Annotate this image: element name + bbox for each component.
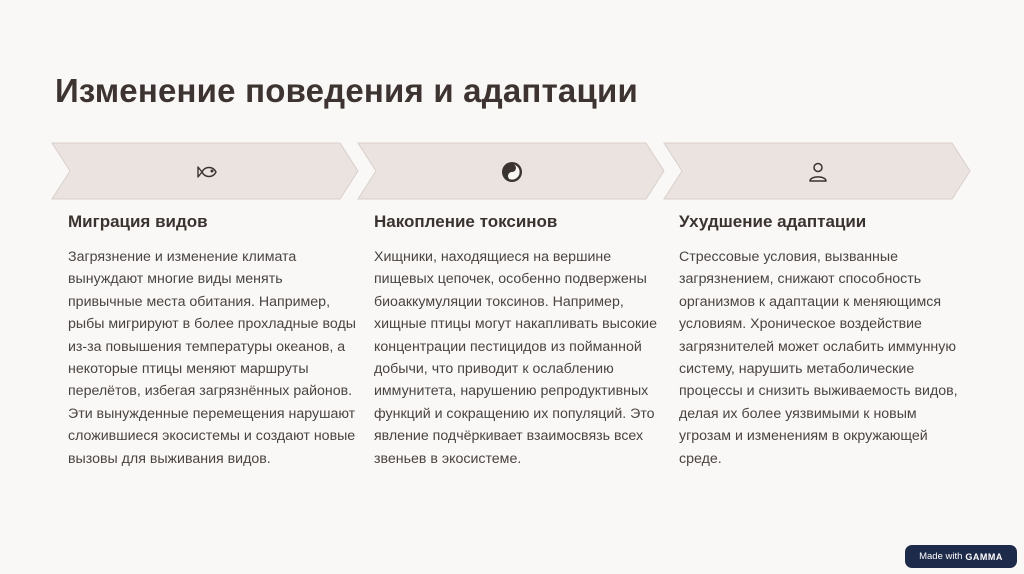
column-heading: Ухудшение адаптации (679, 212, 867, 231)
made-with-gamma-badge[interactable] (905, 545, 1017, 568)
person-icon (806, 160, 830, 184)
column-text: Стрессовые условия, вызванные загрязнением, снижают способность организмов к адаптации к меняющимся условиям. Хроническое воздействие загрязнителей может ослабить иммунную систему, нарушить метаболические процессы и снизить выживаемость видов, делая их более уязвимыми к новым угрозам и изменениям в окружающей среде. (679, 249, 958, 467)
fish-icon (194, 160, 218, 184)
column-text: Загрязнение и изменение климата вынуждают многие виды менять привычные места обитания. Например, рыбы мигрируют в более прохладные воды из-за повышения температуры океанов, а некоторые птицы меняют маршруты перелётов, избегая загрязнённых районов. Эти вынужденные перемещения нарушают сложившиеся экосистемы и создают новые вызовы для выживания видов. (68, 249, 356, 467)
column-text: Хищники, находящиеся на вершине пищевых цепочек, особенно подвержены биоаккумуляции токсинов. Например, хищные птицы могут накапливать высокие концентрации пестицидов из пойманной добычи, что приводит к ослаблению иммунитета, нарушению репродуктивных функций и сокращению их популяций. Это явление подчёркивает взаимосвязь всех звеньев в экосистеме. (374, 249, 657, 467)
badge-brand: GAMMA (965, 551, 1003, 562)
column-adaptation (679, 212, 959, 470)
column-migration (68, 212, 358, 470)
yin-yang-icon (500, 160, 524, 184)
column-heading: Миграция видов (68, 212, 208, 231)
page-title: Изменение поведения и адаптации (55, 72, 638, 109)
badge-prefix: Made with (919, 551, 963, 562)
column-heading: Накопление токсинов (374, 212, 558, 231)
column-toxins (374, 212, 664, 470)
